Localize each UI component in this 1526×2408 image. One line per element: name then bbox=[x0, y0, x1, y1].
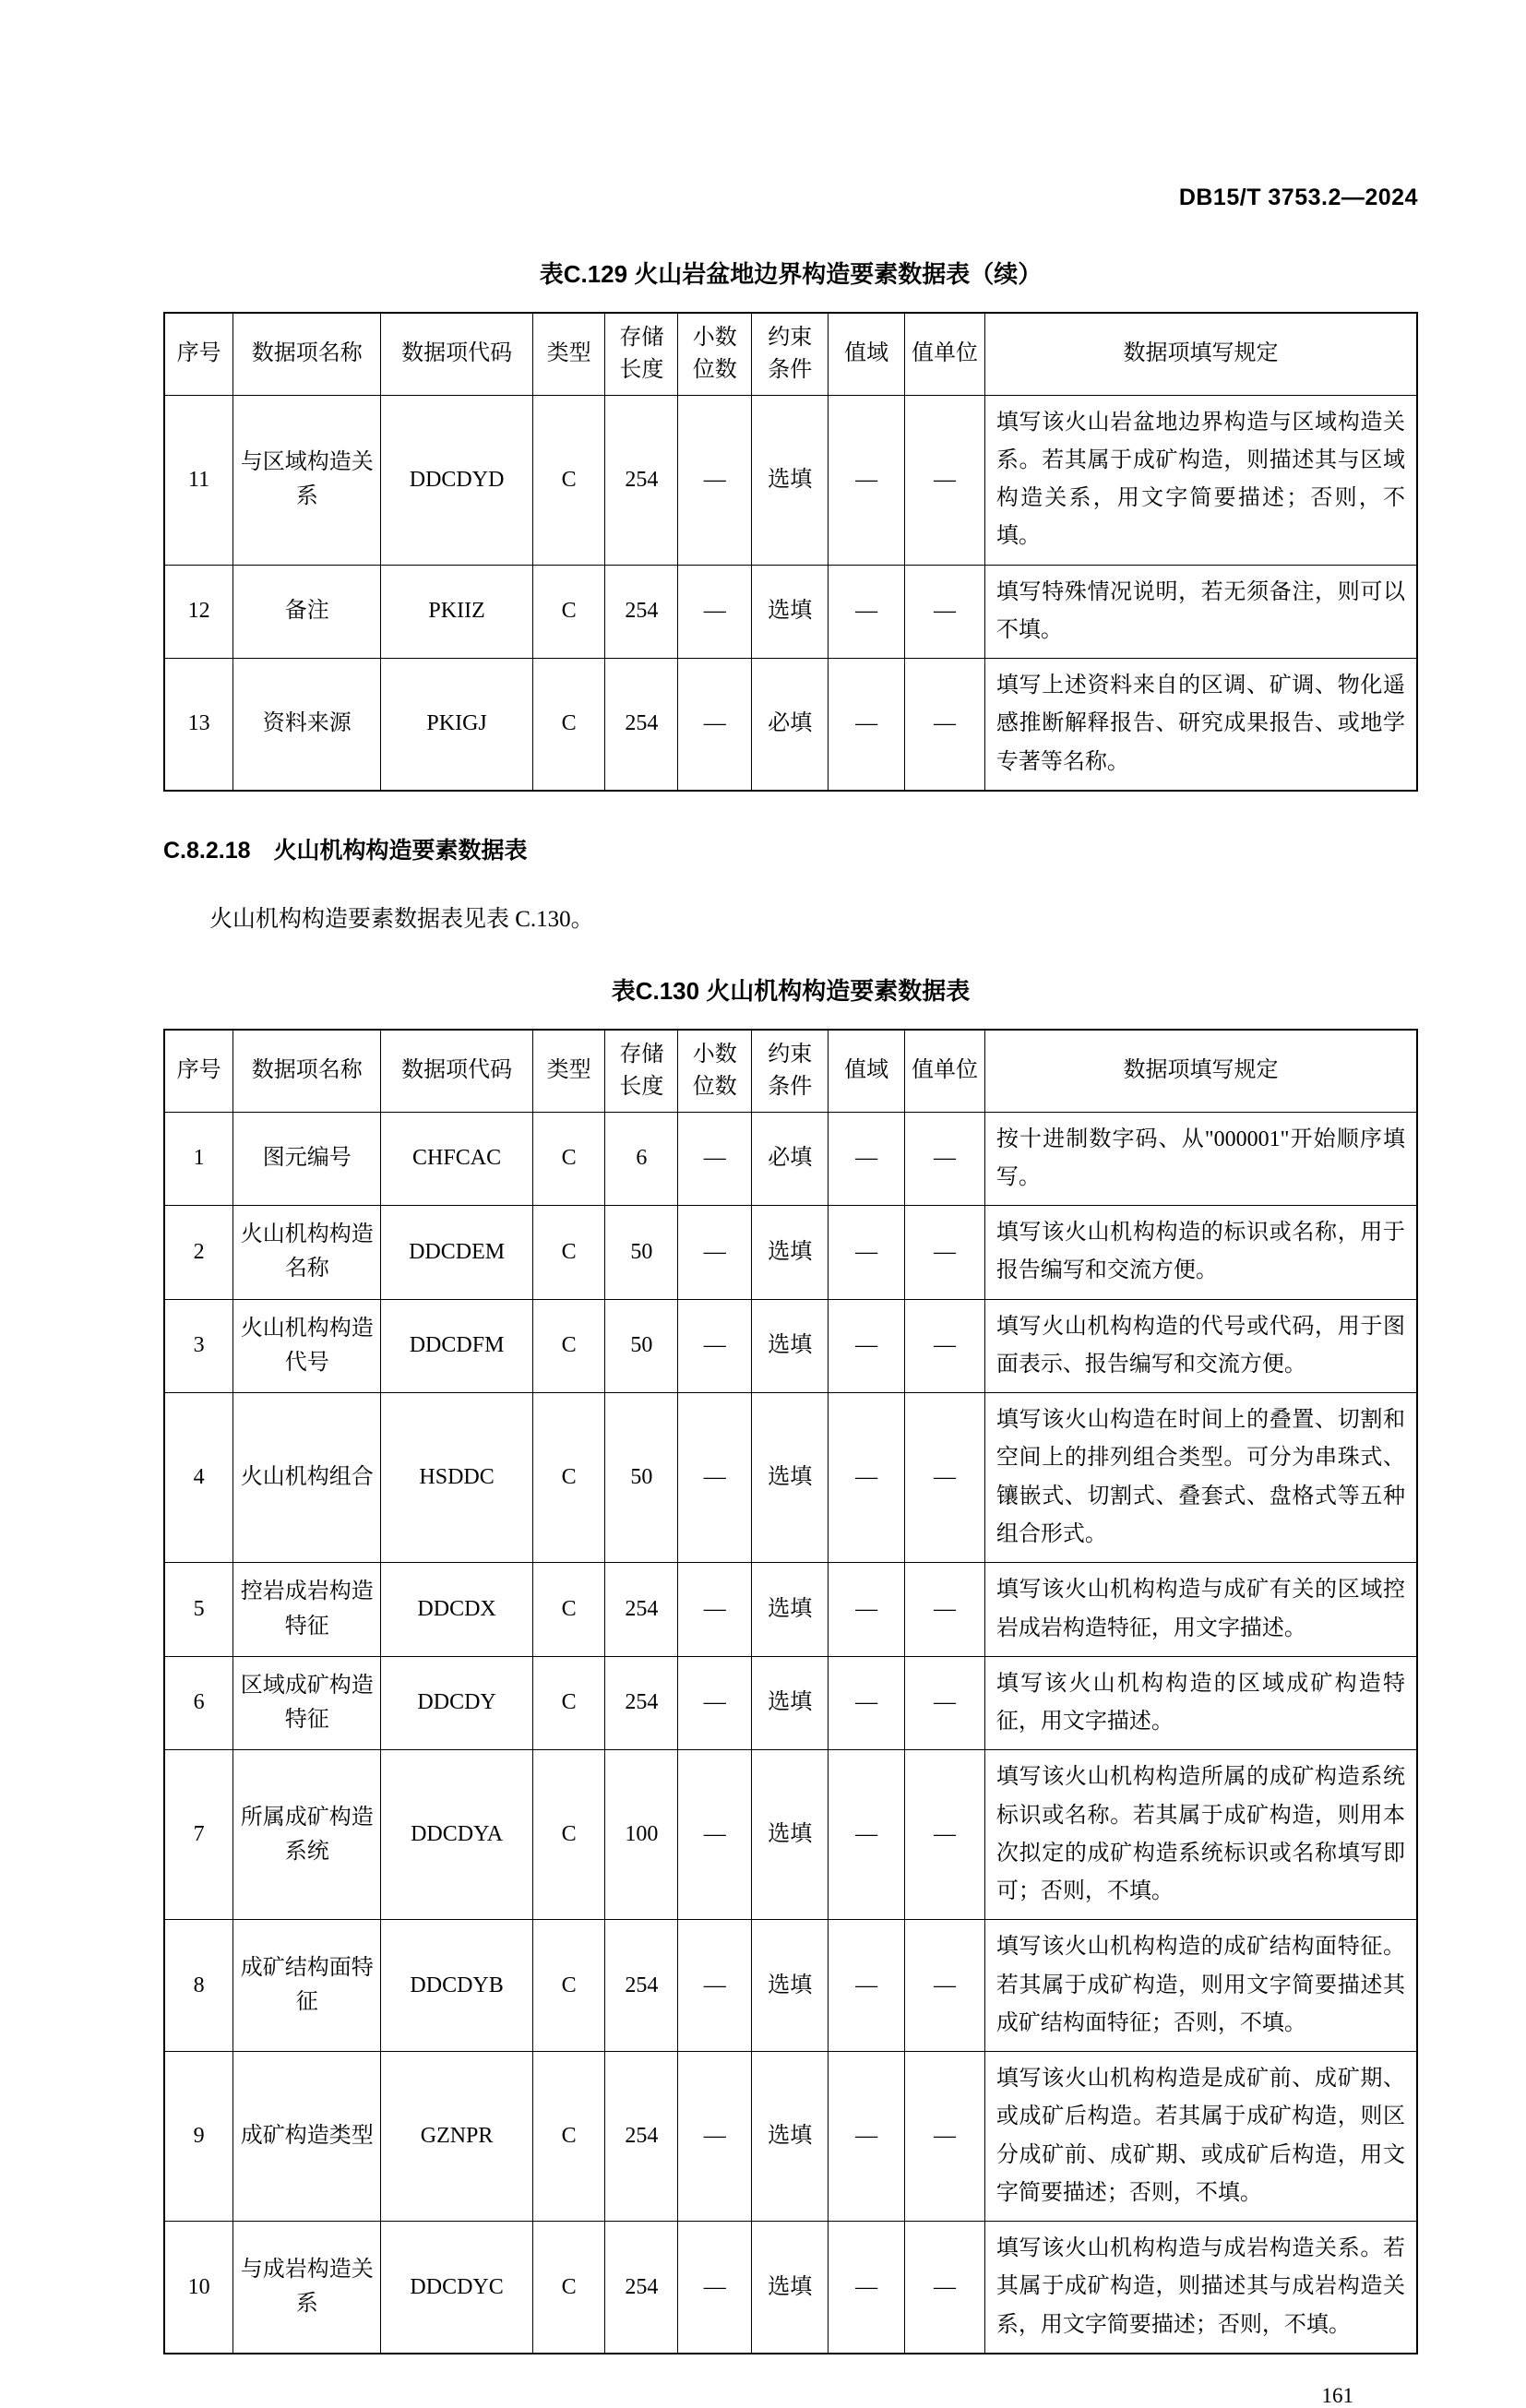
table-cell: — bbox=[829, 565, 905, 659]
spec-cell: 填写该火山机构构造是成矿前、成矿期、或成矿后构造。若其属于成矿构造，则区分成矿前、成矿期、或成矿后构造，用文字简要描述；否则，不填。 bbox=[984, 2052, 1417, 2222]
column-header: 数据项名称 bbox=[233, 1030, 381, 1112]
table-cell: — bbox=[829, 1750, 905, 1920]
table-cell: — bbox=[829, 1112, 905, 1206]
table-cell: — bbox=[829, 395, 905, 565]
table-cell: — bbox=[905, 1563, 985, 1657]
table-cell: C bbox=[532, 659, 605, 791]
table-cell: — bbox=[678, 2052, 752, 2222]
table-cell: 254 bbox=[605, 395, 678, 565]
spec-cell: 填写特殊情况说明，若无须备注，则可以不填。 bbox=[984, 565, 1417, 659]
table-cell: PKIIZ bbox=[381, 565, 532, 659]
table-cell: 火山机构构造名称 bbox=[233, 1206, 381, 1300]
table-cell: C bbox=[532, 1206, 605, 1300]
table-cell: C bbox=[532, 1112, 605, 1206]
table-cell: — bbox=[678, 1656, 752, 1750]
table-cell: DDCDYD bbox=[381, 395, 532, 565]
table-row bbox=[164, 1112, 1417, 1206]
table-cell: — bbox=[678, 395, 752, 565]
table-row bbox=[164, 395, 1417, 565]
table-row bbox=[164, 1206, 1417, 1300]
table-cell: — bbox=[829, 1206, 905, 1300]
table-cell: HSDDC bbox=[381, 1393, 532, 1563]
table-cell: — bbox=[905, 1206, 985, 1300]
table-cell: 选填 bbox=[752, 1750, 829, 1920]
table-cell: 6 bbox=[605, 1112, 678, 1206]
page-number: 161 bbox=[1321, 2384, 1353, 2408]
table-cell: — bbox=[678, 1112, 752, 1206]
table-cell: 选填 bbox=[752, 2222, 829, 2354]
table-cell: — bbox=[829, 1656, 905, 1750]
table-cell: C bbox=[532, 1393, 605, 1563]
table-cell: GZNPR bbox=[381, 2052, 532, 2222]
column-header: 小数位数 bbox=[678, 313, 752, 395]
table-cell: DDCDFM bbox=[381, 1299, 532, 1393]
spec-cell: 填写该火山机构构造所属的成矿构造系统标识或名称。若其属于成矿构造，则用本次拟定的成矿构造系统标识或名称填写即可；否则，不填。 bbox=[984, 1750, 1417, 1920]
spec-cell: 填写该火山机构构造的标识或名称，用于报告编写和交流方便。 bbox=[984, 1206, 1417, 1300]
table-cell: 50 bbox=[605, 1393, 678, 1563]
table-cell: 254 bbox=[605, 1920, 678, 2052]
column-header: 约束条件 bbox=[752, 1030, 829, 1112]
table-cell: — bbox=[905, 1750, 985, 1920]
table-cell: — bbox=[829, 2052, 905, 2222]
table-cell: C bbox=[532, 565, 605, 659]
table-cell: 选填 bbox=[752, 1920, 829, 2052]
header-row bbox=[164, 313, 1417, 395]
table-cell: 10 bbox=[164, 2222, 233, 2354]
table-cell: — bbox=[829, 1299, 905, 1393]
table-row bbox=[164, 1656, 1417, 1750]
table-cell: — bbox=[905, 1112, 985, 1206]
column-header: 序号 bbox=[164, 1030, 233, 1112]
table-cell: — bbox=[678, 1393, 752, 1563]
table-cell: C bbox=[532, 1563, 605, 1657]
table-cell: 254 bbox=[605, 565, 678, 659]
table-cell: DDCDYB bbox=[381, 1920, 532, 2052]
table-cell: — bbox=[905, 1656, 985, 1750]
spec-cell: 填写该火山构造在时间上的叠置、切割和空间上的排列组合类型。可分为串珠式、镶嵌式、切割式、叠套式、盘格式等五种组合形式。 bbox=[984, 1393, 1417, 1563]
table-row bbox=[164, 659, 1417, 791]
table-cell: DDCDY bbox=[381, 1656, 532, 1750]
table-c130-title: 表C.130 火山机构构造要素数据表 bbox=[611, 976, 971, 1005]
table-cell: 50 bbox=[605, 1299, 678, 1393]
table-cell: — bbox=[905, 395, 985, 565]
standard-number: DB15/T 3753.2—2024 bbox=[1178, 185, 1418, 210]
table-cell: 9 bbox=[164, 2052, 233, 2222]
table-cell: 必填 bbox=[752, 1112, 829, 1206]
table-cell: 选填 bbox=[752, 565, 829, 659]
table-cell: 所属成矿构造系统 bbox=[233, 1750, 381, 1920]
table-cell: 12 bbox=[164, 565, 233, 659]
table-cell: — bbox=[678, 659, 752, 791]
column-header: 类型 bbox=[532, 1030, 605, 1112]
column-header: 序号 bbox=[164, 313, 233, 395]
column-header: 数据项填写规定 bbox=[984, 1030, 1417, 1112]
table-row bbox=[164, 1563, 1417, 1657]
column-header: 数据项名称 bbox=[233, 313, 381, 395]
column-header: 值域 bbox=[829, 313, 905, 395]
table-cell: 区域成矿构造特征 bbox=[233, 1656, 381, 1750]
table-cell: 选填 bbox=[752, 1563, 829, 1657]
section-paragraph: 火山机构构造要素数据表见表 C.130。 bbox=[209, 906, 594, 932]
table-cell: 与成岩构造关系 bbox=[233, 2222, 381, 2354]
table-cell: 选填 bbox=[752, 1206, 829, 1300]
table-cell: — bbox=[905, 2052, 985, 2222]
table-cell: 成矿构造类型 bbox=[233, 2052, 381, 2222]
spec-cell: 填写火山机构构造的代号或代码，用于图面表示、报告编写和交流方便。 bbox=[984, 1299, 1417, 1393]
table-cell: — bbox=[905, 1299, 985, 1393]
table-cell: C bbox=[532, 1299, 605, 1393]
table-cell: 50 bbox=[605, 1206, 678, 1300]
column-header: 存储长度 bbox=[605, 1030, 678, 1112]
table-cell: 控岩成岩构造特征 bbox=[233, 1563, 381, 1657]
table-cell: 254 bbox=[605, 1563, 678, 1657]
table-cell: 火山机构构造代号 bbox=[233, 1299, 381, 1393]
table-cell: — bbox=[905, 565, 985, 659]
table-cell: — bbox=[678, 1563, 752, 1657]
table-cell: — bbox=[678, 1299, 752, 1393]
table-cell: 4 bbox=[164, 1393, 233, 1563]
table-cell: — bbox=[678, 565, 752, 659]
column-header: 数据项代码 bbox=[381, 1030, 532, 1112]
table-cell: DDCDX bbox=[381, 1563, 532, 1657]
table-cell: 2 bbox=[164, 1206, 233, 1300]
table-cell: 254 bbox=[605, 1656, 678, 1750]
column-header: 数据项填写规定 bbox=[984, 313, 1417, 395]
table-cell: PKIGJ bbox=[381, 659, 532, 791]
column-header: 小数位数 bbox=[678, 1030, 752, 1112]
table-cell: — bbox=[678, 1206, 752, 1300]
table-row bbox=[164, 1750, 1417, 1920]
table-cell: 5 bbox=[164, 1563, 233, 1657]
table-row bbox=[164, 1393, 1417, 1563]
table-cell: 100 bbox=[605, 1750, 678, 1920]
table-cell: — bbox=[829, 1920, 905, 2052]
table-cell: C bbox=[532, 395, 605, 565]
table-cell: — bbox=[905, 1920, 985, 2052]
column-header: 存储长度 bbox=[605, 313, 678, 395]
table-cell: 254 bbox=[605, 2052, 678, 2222]
table-row bbox=[164, 2052, 1417, 2222]
table-cell: C bbox=[532, 2222, 605, 2354]
table-c129-title: 表C.129 火山岩盆地边界构造要素数据表（续） bbox=[539, 260, 1043, 288]
table-cell: — bbox=[829, 659, 905, 791]
column-header: 值单位 bbox=[905, 313, 985, 395]
table-cell: C bbox=[532, 1750, 605, 1920]
table-cell: 13 bbox=[164, 659, 233, 791]
section-heading: C.8.2.18 火山机构构造要素数据表 bbox=[163, 837, 528, 864]
table-cell: 备注 bbox=[233, 565, 381, 659]
table-cell: 选填 bbox=[752, 1393, 829, 1563]
table-cell: 8 bbox=[164, 1920, 233, 2052]
table-c129 bbox=[163, 312, 1418, 792]
column-header: 类型 bbox=[532, 313, 605, 395]
column-header: 数据项代码 bbox=[381, 313, 532, 395]
table-c130 bbox=[163, 1029, 1418, 2354]
table-cell: 成矿结构面特征 bbox=[233, 1920, 381, 2052]
table-cell: 选填 bbox=[752, 2052, 829, 2222]
spec-cell: 填写该火山机构构造与成矿有关的区域控岩成岩构造特征，用文字描述。 bbox=[984, 1563, 1417, 1657]
table-cell: 7 bbox=[164, 1750, 233, 1920]
table-cell: — bbox=[678, 2222, 752, 2354]
column-header: 值单位 bbox=[905, 1030, 985, 1112]
table-cell: — bbox=[829, 2222, 905, 2354]
table-cell: 必填 bbox=[752, 659, 829, 791]
column-header: 约束条件 bbox=[752, 313, 829, 395]
table-cell: — bbox=[905, 2222, 985, 2354]
table-cell: 选填 bbox=[752, 1299, 829, 1393]
table-row bbox=[164, 2222, 1417, 2354]
spec-cell: 按十进制数字码、从"000001"开始顺序填写。 bbox=[984, 1112, 1417, 1206]
table-cell: CHFCAC bbox=[381, 1112, 532, 1206]
header-row bbox=[164, 1030, 1417, 1112]
table-cell: 与区域构造关系 bbox=[233, 395, 381, 565]
table-row bbox=[164, 565, 1417, 659]
spec-cell: 填写该火山机构构造的成矿结构面特征。若其属于成矿构造，则用文字简要描述其成矿结构面特征；否则，不填。 bbox=[984, 1920, 1417, 2052]
table-cell: 6 bbox=[164, 1656, 233, 1750]
table-cell: 254 bbox=[605, 2222, 678, 2354]
spec-cell: 填写该火山机构构造的区域成矿构造特征，用文字描述。 bbox=[984, 1656, 1417, 1750]
table-cell: DDCDEM bbox=[381, 1206, 532, 1300]
table-cell: 火山机构组合 bbox=[233, 1393, 381, 1563]
table-cell: — bbox=[678, 1750, 752, 1920]
table-cell: C bbox=[532, 1920, 605, 2052]
spec-cell: 填写该火山机构构造与成岩构造关系。若其属于成矿构造，则描述其与成岩构造关系，用文字简要描述；否则，不填。 bbox=[984, 2222, 1417, 2354]
table-row bbox=[164, 1299, 1417, 1393]
table-cell: 图元编号 bbox=[233, 1112, 381, 1206]
table-row bbox=[164, 1920, 1417, 2052]
table-cell: DDCDYC bbox=[381, 2222, 532, 2354]
table-cell: — bbox=[905, 659, 985, 791]
table-cell: — bbox=[905, 1393, 985, 1563]
spec-cell: 填写该火山岩盆地边界构造与区域构造关系。若其属于成矿构造，则描述其与区域构造关系，用文字简要描述；否则，不填。 bbox=[984, 395, 1417, 565]
table-cell: C bbox=[532, 1656, 605, 1750]
column-header: 值域 bbox=[829, 1030, 905, 1112]
table-cell: C bbox=[532, 2052, 605, 2222]
table-cell: 11 bbox=[164, 395, 233, 565]
table-cell: DDCDYA bbox=[381, 1750, 532, 1920]
table-cell: — bbox=[829, 1563, 905, 1657]
table-cell: — bbox=[829, 1393, 905, 1563]
table-cell: — bbox=[678, 1920, 752, 2052]
table-cell: 3 bbox=[164, 1299, 233, 1393]
table-cell: 254 bbox=[605, 659, 678, 791]
table-cell: 资料来源 bbox=[233, 659, 381, 791]
spec-cell: 填写上述资料来自的区调、矿调、物化遥感推断解释报告、研究成果报告、或地学专著等名称。 bbox=[984, 659, 1417, 791]
table-cell: 选填 bbox=[752, 1656, 829, 1750]
table-cell: 选填 bbox=[752, 395, 829, 565]
table-cell: 1 bbox=[164, 1112, 233, 1206]
